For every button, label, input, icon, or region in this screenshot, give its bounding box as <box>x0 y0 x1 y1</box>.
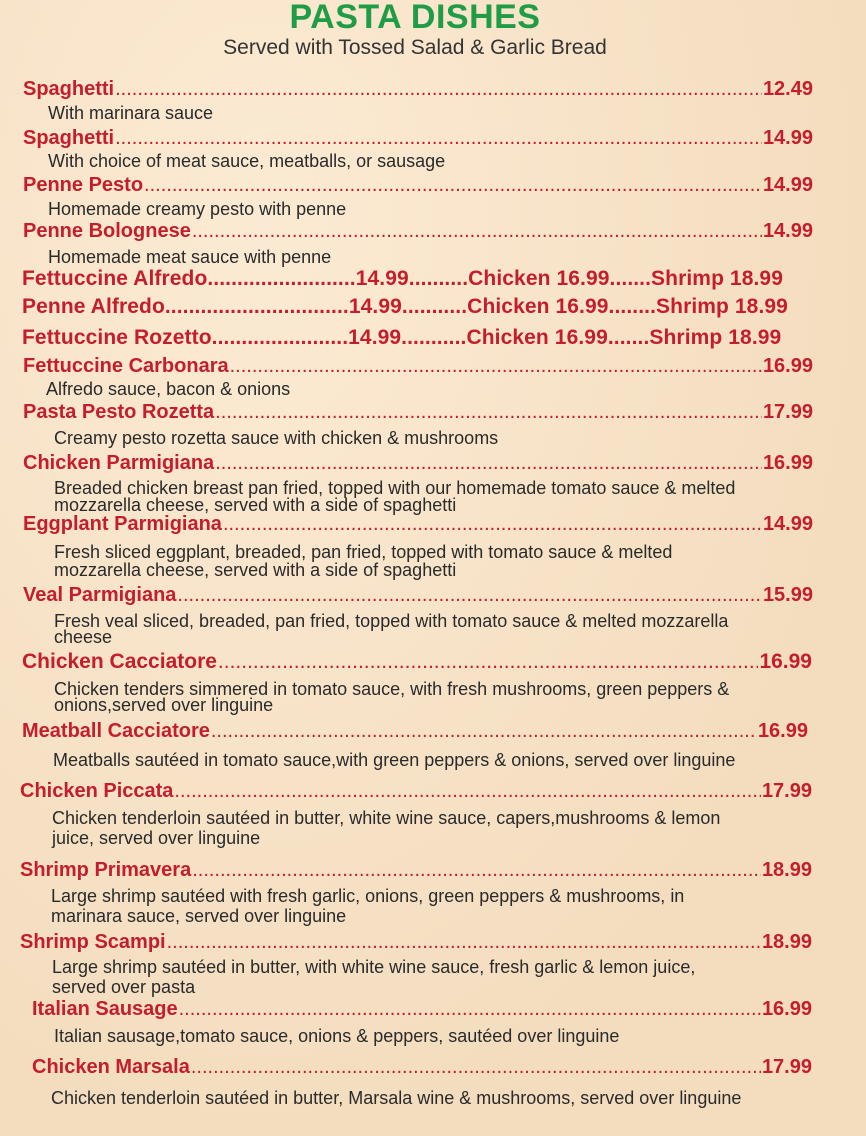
leader-dots <box>230 355 762 378</box>
item-price: 18.99 <box>761 931 812 953</box>
item-description: Homemade meat sauce with penne <box>48 247 332 267</box>
item-price: 12.49 <box>762 78 813 100</box>
leader-dots <box>174 780 761 803</box>
item-description: onions,served over linguine <box>54 695 274 715</box>
leader-dots <box>223 513 762 536</box>
item-description: served over pasta <box>52 977 196 997</box>
item-description: Homemade creamy pesto with penne <box>48 199 347 219</box>
menu-item-spaghetti-meat <box>23 127 813 150</box>
item-name: Penne Bolognese <box>23 220 191 242</box>
menu-item-veal-parmigiana <box>23 584 813 607</box>
item-price: 17.99 <box>761 780 812 802</box>
item-price: 16.99 <box>759 650 812 673</box>
item-description: juice, served over linguine <box>52 828 261 848</box>
menu-item-chicken-parmigiana <box>23 452 813 475</box>
leader-dots <box>179 998 761 1021</box>
item-price: 16.99 <box>762 355 813 377</box>
item-price: 16.99 <box>762 452 813 474</box>
leader-dots <box>192 859 761 882</box>
item-name: Chicken Cacciatore <box>22 650 217 673</box>
item-description: mozzarella cheese, served with a side of spaghetti <box>54 560 457 580</box>
item-name: Eggplant Parmigiana <box>23 513 222 535</box>
item-description: Fresh sliced eggplant, breaded, pan fried, topped with tomato sauce & melted <box>54 542 673 562</box>
menu-item-penne-pesto <box>23 174 813 197</box>
leader-dots <box>167 931 761 954</box>
menu-item-fettuccine-alfredo: Fettuccine Alfredo.........................14.99..........Chicken 16.99.......Shrimp 18.99 <box>22 267 783 290</box>
item-name: Italian Sausage <box>32 998 178 1020</box>
item-description: Breaded chicken breast pan fried, topped with our homemade tomato sauce & melted <box>54 478 736 498</box>
leader-dots <box>218 650 759 674</box>
item-name: Pasta Pesto Rozetta <box>23 401 215 423</box>
item-name: Shrimp Primavera <box>20 859 192 881</box>
leader-dots <box>115 127 762 150</box>
menu-title: PASTA DISHES <box>289 0 541 36</box>
item-name: Fettuccine Carbonara <box>23 355 229 377</box>
leader-dots <box>191 1056 761 1079</box>
item-price: 15.99 <box>762 584 813 606</box>
menu-item-italian-sausage <box>32 998 812 1021</box>
menu-item-chicken-piccata <box>20 780 812 803</box>
item-name: Meatball Cacciatore <box>22 720 210 742</box>
menu-item-fettuccine-rozetto: Fettuccine Rozetto.......................14.99...........Chicken 16.99.......Shrimp 18.99 <box>22 326 782 349</box>
item-name: Chicken Piccata <box>20 780 174 802</box>
item-description: With marinara sauce <box>48 103 214 123</box>
menu-item-pasta-pesto-rozetta <box>23 401 813 424</box>
item-description: Large shrimp sautéed in butter, with white wine sauce, fresh garlic & lemon juice, <box>52 957 696 977</box>
item-description: Large shrimp sautéed with fresh garlic, onions, green peppers & mushrooms, in <box>51 886 685 906</box>
item-description: Alfredo sauce, bacon & onions <box>46 379 291 399</box>
item-name: Spaghetti <box>23 78 115 100</box>
leader-dots <box>192 220 762 243</box>
item-price: 18.99 <box>761 859 812 881</box>
menu-subtitle: Served with Tossed Salad & Garlic Bread <box>223 36 607 59</box>
item-price: 17.99 <box>761 1056 812 1078</box>
item-description: Italian sausage,tomato sauce, onions & peppers, sautéed over linguine <box>54 1026 620 1046</box>
menu-item-spaghetti-marinara <box>23 78 813 101</box>
item-description: With choice of meat sauce, meatballs, or sausage <box>48 151 446 171</box>
leader-dots <box>144 174 762 197</box>
leader-dots <box>211 720 757 743</box>
menu-item-penne-alfredo: Penne Alfredo...............................14.99...........Chicken 16.99........Shrimp 18.99 <box>22 295 788 318</box>
item-price: 14.99 <box>762 174 813 196</box>
item-name: Spaghetti <box>23 127 115 149</box>
item-description: mozzarella cheese, served with a side of spaghetti <box>54 495 457 515</box>
item-description: Fresh veal sliced, breaded, pan fried, topped with tomato sauce & melted mozzarella <box>54 611 729 631</box>
menu-item-meatball-cacciatore <box>22 720 808 743</box>
item-name: Chicken Marsala <box>32 1056 190 1078</box>
item-name: Veal Parmigiana <box>23 584 177 606</box>
item-name: Chicken Parmigiana <box>23 452 215 474</box>
item-description: Chicken tenders simmered in tomato sauce, with fresh mushrooms, green peppers & <box>54 679 730 699</box>
menu-item-chicken-cacciatore <box>22 650 812 674</box>
leader-dots <box>215 401 762 424</box>
item-price: 16.99 <box>757 720 808 742</box>
menu-item-fettuccine-carbonara <box>23 355 813 378</box>
item-description: Creamy pesto rozetta sauce with chicken & mushrooms <box>54 428 499 448</box>
menu-item-chicken-marsala <box>32 1056 812 1079</box>
item-price: 14.99 <box>762 513 813 535</box>
leader-dots <box>177 584 762 607</box>
leader-dots <box>215 452 762 475</box>
item-price: 16.99 <box>761 998 812 1020</box>
item-description: Chicken tenderloin sautéed in butter, Marsala wine & mushrooms, served over linguine <box>51 1088 742 1108</box>
item-description: cheese <box>54 627 113 647</box>
item-description: Meatballs sautéed in tomato sauce,with green peppers & onions, served over linguine <box>53 750 736 770</box>
item-price: 14.99 <box>762 220 813 242</box>
item-description: marinara sauce, served over linguine <box>51 906 347 926</box>
menu-item-penne-bolognese <box>23 220 813 243</box>
menu-item-shrimp-primavera <box>20 859 812 882</box>
item-name: Penne Pesto <box>23 174 144 196</box>
menu-item-eggplant-parmigiana <box>23 513 813 536</box>
item-price: 17.99 <box>762 401 813 423</box>
item-price: 14.99 <box>762 127 813 149</box>
item-description: Chicken tenderloin sautéed in butter, white wine sauce, capers,mushrooms & lemon <box>52 808 721 828</box>
item-name: Shrimp Scampi <box>20 931 166 953</box>
menu-item-shrimp-scampi <box>20 931 812 954</box>
leader-dots <box>115 78 762 101</box>
